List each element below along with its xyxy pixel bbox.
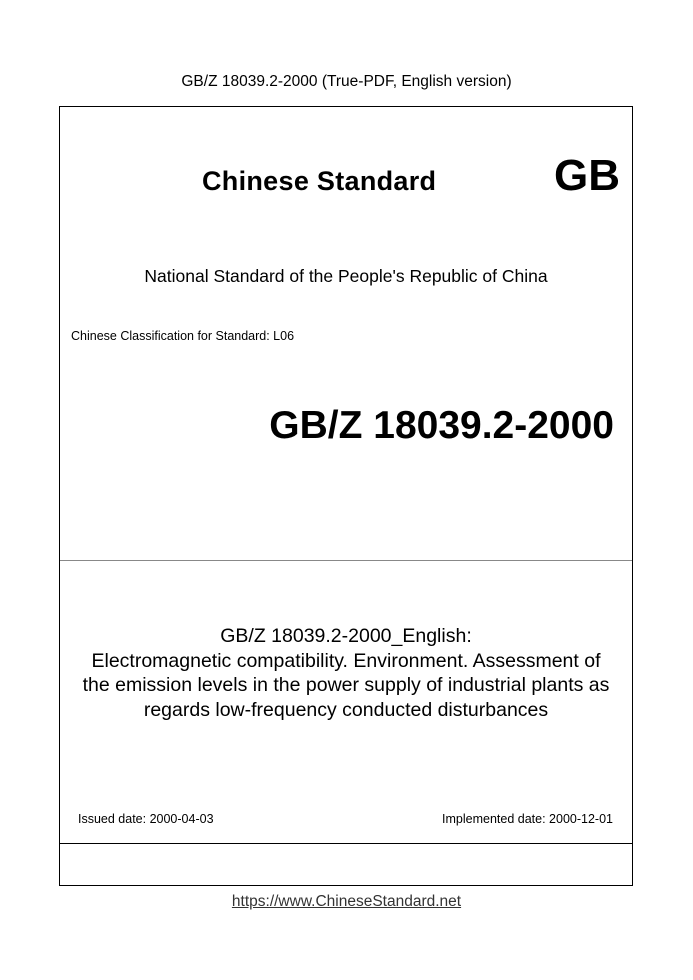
cover-top-panel bbox=[60, 107, 632, 561]
implemented-date: Implemented date: 2000-12-01 bbox=[442, 812, 613, 826]
gb-mark: GB bbox=[554, 151, 620, 200]
standard-code: GB/Z 18039.2-2000 bbox=[269, 404, 614, 447]
website-link[interactable]: https://www.ChineseStandard.net bbox=[231, 893, 462, 910]
title-line: the emission levels in the power supply of industrial plants as bbox=[82, 674, 610, 696]
classification-line: Chinese Classification for Standard: L06 bbox=[71, 329, 295, 343]
title-line: regards low-frequency conducted disturbances bbox=[143, 698, 549, 721]
cover-frame bbox=[59, 106, 633, 886]
title-line: Electromagnetic compatibility. Environment. Assessment of bbox=[91, 649, 601, 672]
document-header-label: GB/Z 18039.2-2000 (True-PDF, English version) bbox=[181, 73, 512, 90]
issued-date: Issued date: 2000-04-03 bbox=[78, 812, 214, 826]
national-standard-line: National Standard of the People's Republic of China bbox=[144, 266, 548, 286]
cover-title-panel bbox=[60, 561, 632, 844]
standard-title bbox=[60, 624, 632, 722]
title-line-code: GB/Z 18039.2-2000_English: bbox=[220, 625, 472, 647]
cover-heading: Chinese Standard bbox=[202, 166, 437, 196]
